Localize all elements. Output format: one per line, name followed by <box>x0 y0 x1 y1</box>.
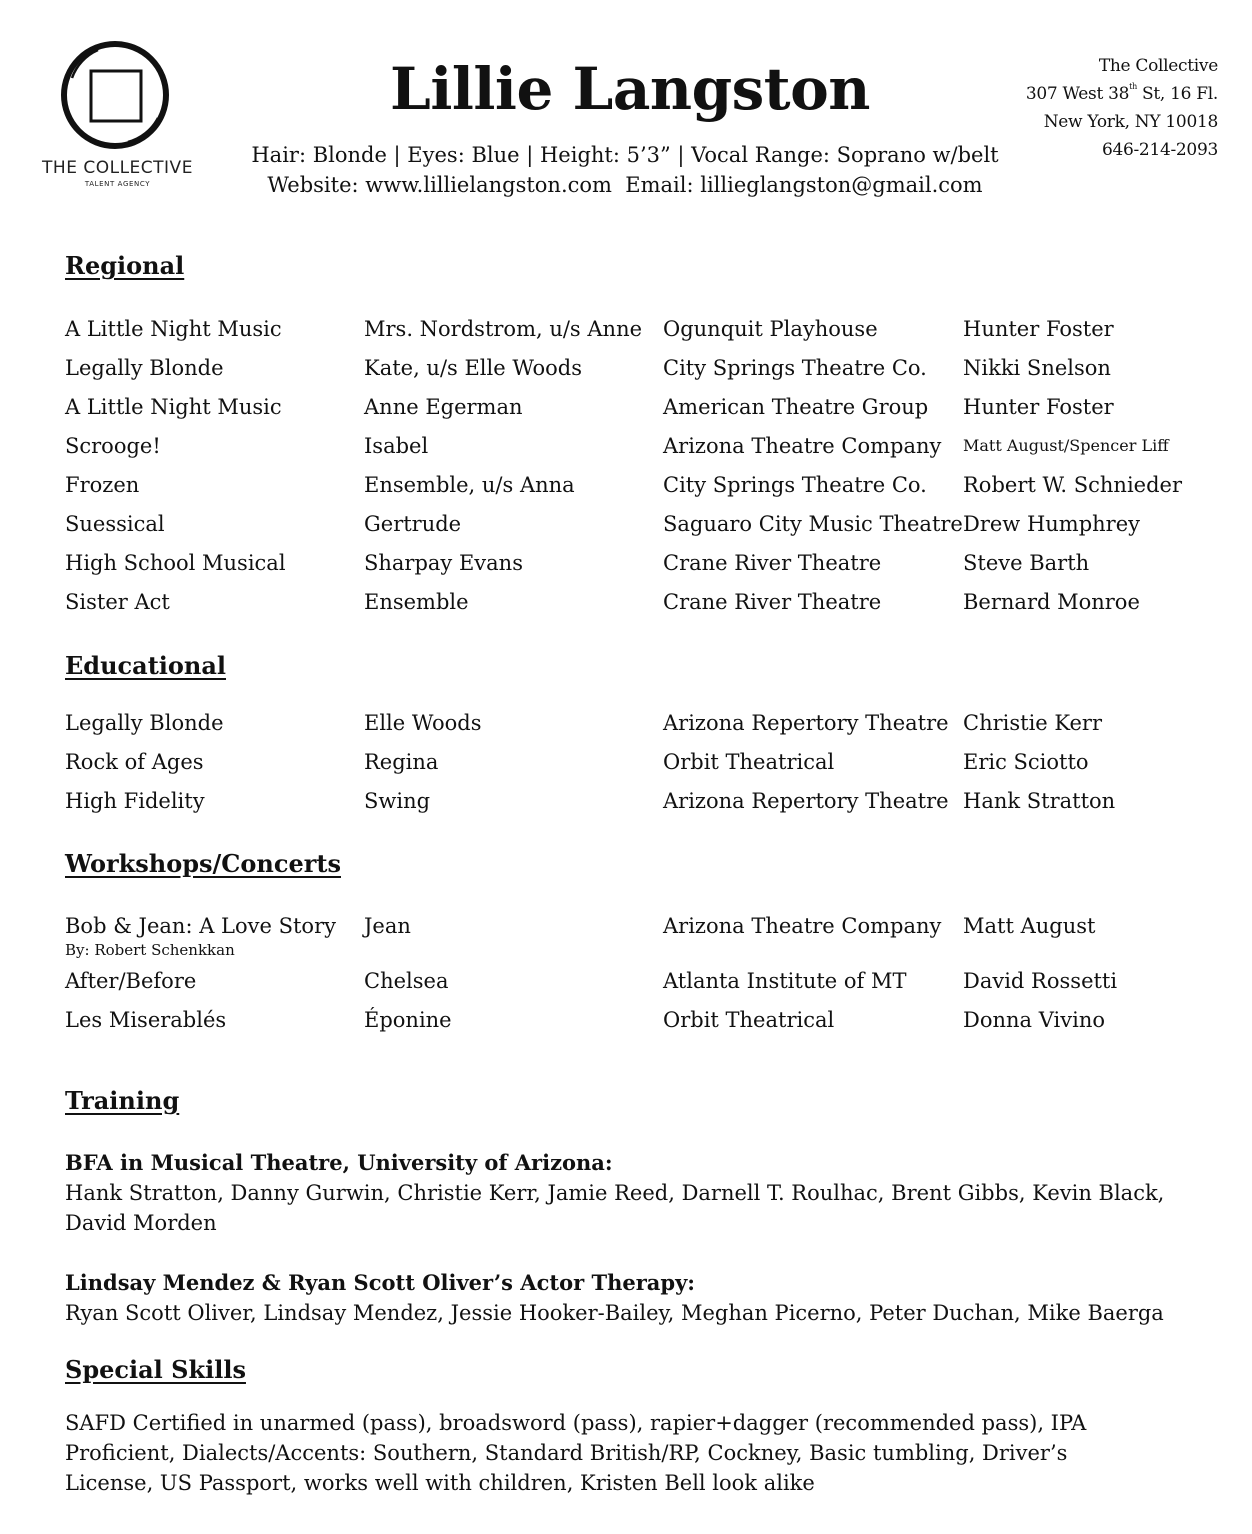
role: Éponine <box>364 1008 452 1032</box>
regional-heading: Regional <box>65 251 185 280</box>
agency-address <box>978 80 1218 108</box>
director: Hunter Foster <box>963 317 1114 341</box>
address-suffix: th <box>1129 82 1137 91</box>
logo-name: THE COLLECTIVE <box>42 158 193 178</box>
role: Mrs. Nordstrom, u/s Anne <box>364 317 643 341</box>
address-street: 307 West 38 <box>1025 84 1130 104</box>
director: Nikki Snelson <box>963 356 1111 380</box>
credit-row <box>65 1007 1215 1046</box>
credit-row <box>65 550 1215 589</box>
role: Sharpay Evans <box>364 551 523 575</box>
show-title: Legally Blonde <box>65 711 224 735</box>
role: Isabel <box>364 434 429 458</box>
role: Kate, u/s Elle Woods <box>364 356 583 380</box>
theatre: Orbit Theatrical <box>663 1008 835 1032</box>
agency-contact <box>978 52 1218 164</box>
show-title: Scrooge! <box>65 434 161 458</box>
role: Jean <box>364 914 411 938</box>
credit-row <box>65 710 1215 749</box>
director: Christie Kerr <box>963 711 1103 735</box>
address-floor: St, 16 Fl. <box>1136 84 1218 104</box>
role: Ensemble <box>364 590 469 614</box>
director: Matt August <box>963 914 1096 938</box>
credit-row <box>65 511 1215 550</box>
credit-row <box>65 589 1215 628</box>
role: Elle Woods <box>364 711 482 735</box>
physical-stats: Hair: Blonde | Eyes: Blue | Height: 5’3” | Vocal Range: Soprano w/belt <box>251 143 999 167</box>
skills-heading: Special Skills <box>65 1355 246 1384</box>
theatre: Arizona Repertory Theatre <box>663 711 949 735</box>
credit-row <box>65 316 1215 355</box>
workshops-credits <box>65 913 1215 1046</box>
theatre: Crane River Theatre <box>663 590 882 614</box>
educational-heading: Educational <box>65 651 227 680</box>
theatre: Atlanta Institute of MT <box>663 969 907 993</box>
show-title: After/Before <box>65 969 197 993</box>
director: Drew Humphrey <box>963 512 1141 536</box>
agency-name: The Collective <box>1098 56 1218 76</box>
theatre: City Springs Theatre Co. <box>663 356 927 380</box>
role: Regina <box>364 750 439 774</box>
theatre: Arizona Repertory Theatre <box>663 789 949 813</box>
collective-logo-icon <box>58 38 178 156</box>
credit-row <box>65 968 1215 1007</box>
show-title: Frozen <box>65 473 140 497</box>
role: Anne Egerman <box>364 395 523 419</box>
actor-therapy-teachers: Ryan Scott Oliver, Lindsay Mendez, Jessie Hooker-Bailey, Meghan Picerno, Peter Duchan, Mike Baerga <box>65 1301 1164 1325</box>
training-actor-therapy <box>65 1268 1195 1328</box>
training-heading: Training <box>65 1086 180 1115</box>
role: Ensemble, u/s Anna <box>364 473 575 497</box>
show-title: Sister Act <box>65 590 170 614</box>
show-title: Bob & Jean: A Love Story <box>65 914 336 938</box>
training-bfa <box>65 1148 1195 1238</box>
theatre: Arizona Theatre Company <box>663 434 942 458</box>
credit-row <box>65 433 1215 472</box>
show-title: Suessical <box>65 512 165 536</box>
writer-note: By: Robert Schenkkan <box>65 941 235 959</box>
credit-row <box>65 788 1215 827</box>
regional-credits <box>65 316 1215 628</box>
role: Swing <box>364 789 431 813</box>
workshops-heading: Workshops/Concerts <box>65 849 341 878</box>
actor-therapy-title: Lindsay Mendez & Ryan Scott Oliver’s Actor Therapy: <box>65 1270 696 1295</box>
skills-text: SAFD Certified in unarmed (pass), broadsword (pass), rapier+dagger (recommended pass), IPA Proficient, Dialects/Accents: Southern, Standard British/RP, Cockney, Basic tumbling, Driver’s License, US Passport, works well with children, Kristen Bell look alike <box>65 1411 1087 1495</box>
show-title: Rock of Ages <box>65 750 204 774</box>
show-title: A Little Night Music <box>65 395 282 419</box>
show-title: Legally Blonde <box>65 356 224 380</box>
theatre: Arizona Theatre Company <box>663 914 942 938</box>
bfa-title: BFA in Musical Theatre, University of Arizona: <box>65 1150 613 1175</box>
director: Steve Barth <box>963 551 1090 575</box>
director: Matt August/Spencer Liff <box>963 436 1169 455</box>
performer-name: Lillie Langston <box>390 55 870 123</box>
show-title: High Fidelity <box>65 789 205 813</box>
credit-row <box>65 394 1215 433</box>
credit-row <box>65 749 1215 788</box>
role: Chelsea <box>364 969 449 993</box>
show-title: High School Musical <box>65 551 286 575</box>
show-title: Les Miserablés <box>65 1008 227 1032</box>
director: Eric Sciotto <box>963 750 1089 774</box>
director: Hank Stratton <box>963 789 1116 813</box>
performer-stats <box>230 140 1020 200</box>
director: David Rossetti <box>963 969 1118 993</box>
theatre: American Theatre Group <box>663 395 929 419</box>
theatre: Crane River Theatre <box>663 551 882 575</box>
credit-row <box>65 472 1215 511</box>
director: Robert W. Schnieder <box>963 473 1182 497</box>
theatre: Saguaro City Music Theatre <box>663 512 963 536</box>
theatre: Orbit Theatrical <box>663 750 835 774</box>
agency-phone: 646-214-2093 <box>1101 140 1218 160</box>
agency-logo <box>30 38 205 198</box>
director: Donna Vivino <box>963 1008 1105 1032</box>
credit-row <box>65 355 1215 394</box>
theatre: Ogunquit Playhouse <box>663 317 878 341</box>
bfa-teachers: Hank Stratton, Danny Gurwin, Christie Kerr, Jamie Reed, Darnell T. Roulhac, Brent Gibbs, Kevin Black, David Morden <box>65 1181 1165 1235</box>
logo-subtitle: TALENT AGENCY <box>84 180 151 188</box>
director: Hunter Foster <box>963 395 1114 419</box>
director: Bernard Monroe <box>963 590 1140 614</box>
theatre: City Springs Theatre Co. <box>663 473 927 497</box>
educational-credits <box>65 710 1215 827</box>
contact-info: Website: www.lillielangston.com Email: lillieglangston@gmail.com <box>267 173 983 197</box>
agency-city: New York, NY 10018 <box>1043 112 1218 132</box>
role: Gertrude <box>364 512 462 536</box>
show-title: A Little Night Music <box>65 317 282 341</box>
